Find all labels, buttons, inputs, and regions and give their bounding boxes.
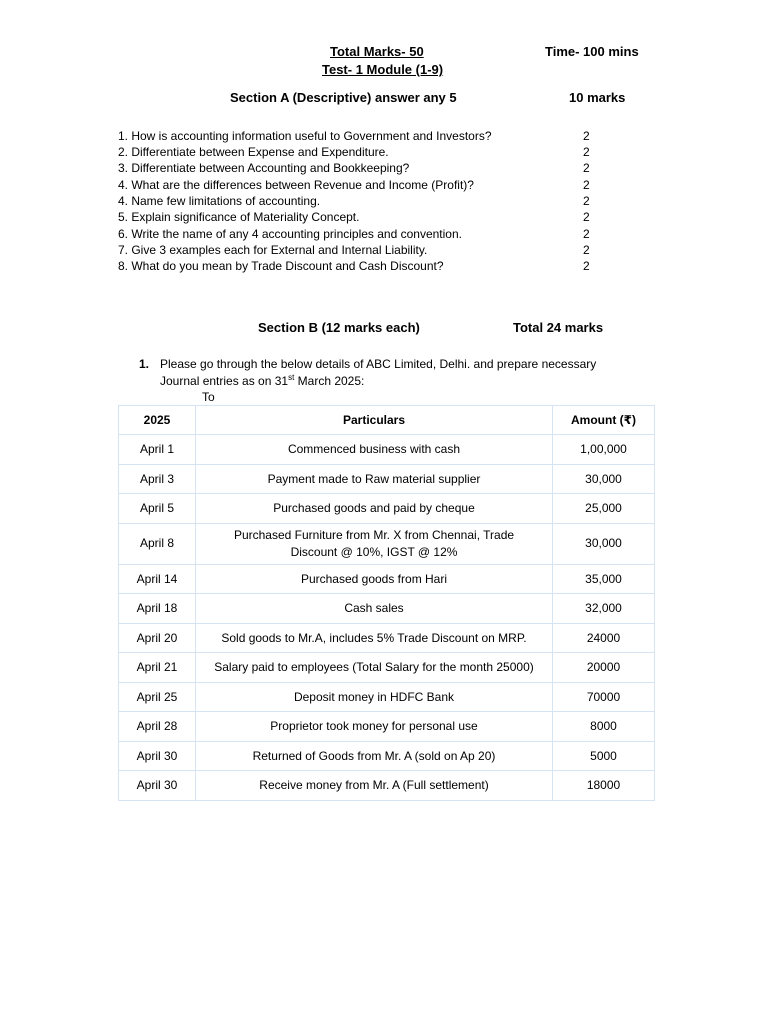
row-particulars: Proprietor took money for personal use — [196, 712, 553, 742]
question-text-line1: Please go through the below details of ABC Limited, Delhi. and prepare necessary — [160, 357, 597, 371]
table-header-row — [119, 406, 655, 435]
question-marks: 2 — [583, 194, 590, 208]
question-item: 6. Write the name of any 4 accounting principles and convention. — [118, 227, 462, 241]
table-row — [119, 494, 655, 524]
section-a-title: Section A (Descriptive) answer any 5 — [230, 90, 457, 105]
row-amount: 70000 — [553, 682, 655, 712]
section-b-title: Section B (12 marks each) — [258, 320, 420, 335]
row-particulars: Purchased goods from Hari — [196, 564, 553, 594]
table-row — [119, 741, 655, 771]
row-amount: 1,00,000 — [553, 435, 655, 465]
row-particulars: Sold goods to Mr.A, includes 5% Trade Discount on MRP. — [196, 623, 553, 653]
header-amount: Amount (₹) — [553, 406, 655, 435]
row-particulars: Salary paid to employees (Total Salary for the month 25000) — [196, 653, 553, 683]
question-text-line2 — [160, 373, 364, 388]
table-row — [119, 464, 655, 494]
table-row — [119, 653, 655, 683]
row-date: April 1 — [119, 435, 196, 465]
question-item: 5. Explain significance of Materiality Concept. — [118, 210, 360, 224]
row-date: April 21 — [119, 653, 196, 683]
question-marks: 2 — [583, 145, 590, 159]
test-title: Test- 1 Module (1-9) — [322, 62, 444, 77]
ordinal-suffix: st — [288, 373, 295, 382]
journal-table — [118, 405, 655, 801]
header-particulars: Particulars — [196, 406, 553, 435]
table-row — [119, 523, 655, 564]
section-a-marks: 10 marks — [569, 90, 626, 105]
to-label: To — [202, 390, 215, 404]
table-row — [119, 682, 655, 712]
row-date: April 28 — [119, 712, 196, 742]
table-row — [119, 564, 655, 594]
question-marks: 2 — [583, 259, 590, 273]
question-marks: 2 — [583, 161, 590, 175]
total-marks: Total Marks- 50 — [330, 44, 424, 59]
question-marks: 2 — [583, 178, 590, 192]
row-date: April 5 — [119, 494, 196, 524]
time-limit: Time- 100 mins — [545, 44, 639, 59]
row-date: April 20 — [119, 623, 196, 653]
table-row — [119, 594, 655, 624]
row-particulars: Payment made to Raw material supplier — [196, 464, 553, 494]
row-amount: 8000 — [553, 712, 655, 742]
header-year: 2025 — [119, 406, 196, 435]
row-amount: 35,000 — [553, 564, 655, 594]
question-text-tail: March 2025: — [294, 374, 365, 388]
question-item: 7. Give 3 examples each for External and Internal Liability. — [118, 243, 428, 257]
row-amount: 24000 — [553, 623, 655, 653]
row-amount: 20000 — [553, 653, 655, 683]
question-text-date: Journal entries as on 31 — [160, 374, 289, 388]
question-item: 3. Differentiate between Accounting and Bookkeeping? — [118, 161, 410, 175]
question-item: 4. Name few limitations of accounting. — [118, 194, 321, 208]
table-row — [119, 771, 655, 801]
row-date: April 18 — [119, 594, 196, 624]
row-date: April 30 — [119, 741, 196, 771]
question-item: 2. Differentiate between Expense and Expenditure. — [118, 145, 389, 159]
row-amount: 30,000 — [553, 523, 655, 564]
question-item: 4. What are the differences between Revenue and Income (Profit)? — [118, 178, 474, 192]
row-date: April 25 — [119, 682, 196, 712]
row-date: April 8 — [119, 523, 196, 564]
row-date: April 30 — [119, 771, 196, 801]
row-particulars: Purchased Furniture from Mr. X from Chennai, Trade Discount @ 10%, IGST @ 12% — [196, 523, 553, 564]
row-particulars: Cash sales — [196, 594, 553, 624]
row-particulars: Purchased goods and paid by cheque — [196, 494, 553, 524]
table-row — [119, 435, 655, 465]
row-particulars: Deposit money in HDFC Bank — [196, 682, 553, 712]
table-row — [119, 712, 655, 742]
row-particulars: Returned of Goods from Mr. A (sold on Ap 20) — [196, 741, 553, 771]
question-number: 1. — [139, 357, 150, 371]
question-item: 1. How is accounting information useful to Government and Investors? — [118, 129, 492, 143]
row-particulars: Commenced business with cash — [196, 435, 553, 465]
row-particulars: Receive money from Mr. A (Full settlement) — [196, 771, 553, 801]
row-date: April 3 — [119, 464, 196, 494]
row-date: April 14 — [119, 564, 196, 594]
question-marks: 2 — [583, 227, 590, 241]
section-b-total: Total 24 marks — [513, 320, 604, 335]
question-marks: 2 — [583, 129, 590, 143]
row-amount: 25,000 — [553, 494, 655, 524]
row-amount: 30,000 — [553, 464, 655, 494]
question-marks: 2 — [583, 210, 590, 224]
question-marks: 2 — [583, 243, 590, 257]
row-amount: 32,000 — [553, 594, 655, 624]
table-row — [119, 623, 655, 653]
row-amount: 18000 — [553, 771, 655, 801]
question-item: 8. What do you mean by Trade Discount and Cash Discount? — [118, 259, 444, 273]
row-amount: 5000 — [553, 741, 655, 771]
